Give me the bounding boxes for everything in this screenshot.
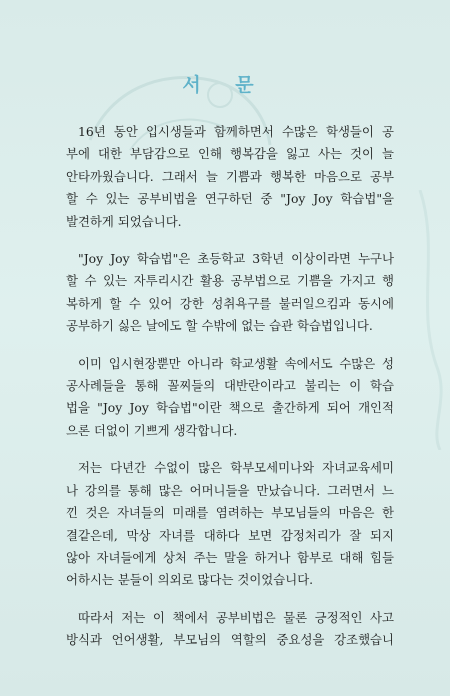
page-title: 서 문 [182,74,268,96]
text-line: 않아 자녀들에게 상처 주는 말을 하거나 함부로 대해 힘들 [66,549,394,565]
text-line: 안타까웠습니다. 그래서 늘 기쁨과 행복한 마음으로 공부 [66,168,394,184]
text-line: 나 강의를 통해 많은 어머니들을 만났습니다. 그러면서 느 [66,482,394,498]
text-line: "Joy Joy 학습법"은 초등학교 3학년 이상이라면 누구나 [78,251,394,267]
text-line: 할 수 있는 공부비법을 연구하던 중 "Joy Joy 학습법"을 [66,191,394,207]
text-line: 공사례들을 통해 꼴찌들의 대반란이라고 불리는 이 학습 [66,378,394,394]
paragraph-4 [66,457,394,591]
text-line: 발견하게 되었습니다. [66,213,182,229]
background-illustration-edge [410,190,450,450]
text-line: 따라서 저는 이 책에서 공부비법은 물론 긍정적인 사고 [78,609,394,625]
text-line: 복하게 할 수 있어 강한 성취욕구를 불러일으킴과 동시에 [66,295,394,311]
preface-body [66,121,394,652]
text-line: 어하시는 분들이 의외로 많다는 것이었습니다. [66,572,314,588]
text-line: 방식과 언어생활, 부모님의 역할의 중요성을 강조했습니 [66,632,394,648]
text-line: 결같은데, 막상 자녀를 대하다 보면 감정처리가 잘 되지 [66,527,394,543]
paragraph-2 [66,248,394,338]
paragraph-5 [66,607,394,652]
text-line: 낀 것은 자녀들의 미래를 염려하는 부모님들의 마음은 한 [66,505,394,521]
text-line: 할 수 있는 자투리시간 활용 공부법으로 기쁨을 가지고 행 [66,273,394,289]
text-line: 16년 동안 입시생들과 함께하면서 수많은 학생들이 공 [78,124,394,139]
text-line: 공부하기 싫은 날에도 할 수밖에 없는 습관 학습법입니다. [66,318,373,334]
paragraph-1 [66,121,394,233]
paragraph-3 [66,353,394,443]
text-line: 으론 더없이 기쁘게 생각합니다. [66,422,238,438]
text-line: 부에 대한 부담감으로 인해 행복감을 잃고 사는 것이 늘 [66,146,394,162]
text-line: 법을 "Joy Joy 학습법"이란 책으로 출간하게 되어 개인적 [66,400,394,416]
text-line: 이미 입시현장뿐만 아니라 학교생활 속에서도 수많은 성 [78,355,394,371]
text-line: 저는 다년간 수없이 많은 학부모세미나와 자녀교육세미 [78,460,394,476]
